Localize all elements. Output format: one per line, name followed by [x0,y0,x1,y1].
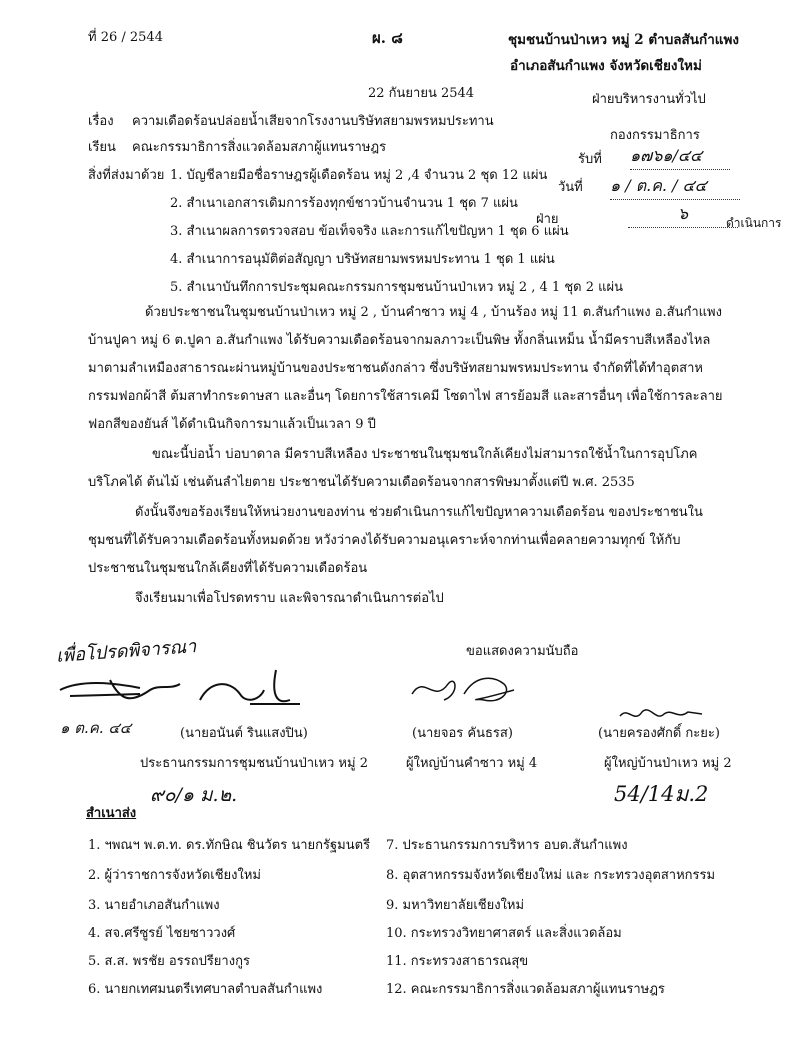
handwritten-note: เพื่อโปรดพิจารณา [55,636,197,667]
body-closing-line: จึงเรียนมาเพื่อโปรดทราบ และพิจารณาดำเนินการต่อไป [135,591,444,606]
body-line: บ้านปูคา หมู่ 6 ต.ปูคา อ.สันกำแพง ได้รับความเดือดร้อนจากมลภาวะเป็นพิษ ทั้งกลิ่นเหม็น น้ำมีคราบสีเหลืองไหล [88,333,711,348]
signatory-3-title: ผู้ใหญ่บ้านป่าเหว หมู่ 2 [604,756,732,771]
handwritten-address-left: ๙๐/๑ ม.๒. [150,784,238,806]
enclosure-item: 2. สำเนาเอกสารเดิมการร้องทุกข์ชาวบ้านจำนวน 1 ชุด 7 แผ่น [170,196,518,211]
body-line: บริโภคได้ ต้นไม้ เช่นต้นลำไยตาย ประชาชนได้รับความเดือดร้อนจากสารพิษมาตั้งแต่ปี พ.ศ. 2535 [88,475,635,490]
signatory-2-title: ผู้ใหญ่บ้านคำซาว หมู่ 4 [406,756,538,771]
cc-item: 3. นายอำเภอสันกำแพง [88,898,220,913]
handwritten-address-right: 54/14ม.2 [614,782,709,806]
body-line: มาตามลำเหมืองสาธารณะผ่านหมู่บ้านของประชาชนดังกล่าว ซึ่งบริษัทสยามพรหมประทาน จำกัดที่ได้ทำอุตสาห [88,361,703,376]
stamp-date-value: ๑ / ต.ค. / ๔๔ [610,174,740,200]
document-date: 22 กันยายน 2544 [368,86,475,101]
body-line: ดังนั้นจึงขอร้องเรียนให้หน่วยงานของท่าน ช่วยดำเนินการแก้ไขปัญหาความเดือดร้อน ของประชาชนใน [135,505,703,520]
cc-item: 6. นายกเทศมนตรีเทศบาลตำบลสันกำแพง [88,982,323,997]
signature-2 [404,664,524,714]
cc-item: 11. กระทรวงสาธารณสุข [386,954,529,969]
body-line: ด้วยประชาชนในชุมชนบ้านป่าเหว หมู่ 2 , บ้านคำซาว หมู่ 4 , บ้านร้อง หมู่ 11 ต.สันกำแพง อ.สันกำแพง [145,305,722,320]
subject-text: ความเดือดร้อนปล่อยน้ำเสียจากโรงงานบริษัทสยามพรหมประทาน [132,114,494,129]
enclosure-item: 4. สำเนาการอนุมัติต่อสัญญา บริษัทสยามพรหมประทาน 1 ชุด 1 แผ่น [170,252,555,267]
enclosure-item: 3. สำเนาผลการตรวจสอบ ข้อเท็จจริง และการแก้ไขปัญหา 1 ชุด 6 แผ่น [170,224,569,239]
document-number: ที่ 26 / 2544 [88,30,163,45]
cc-item: 2. ผู้ว่าราชการจังหวัดเชียงใหม่ [88,868,262,883]
signatory-2-name: (นายจอร คันธรส) [412,726,513,741]
cc-item: 1. ฯพณฯ พ.ต.ท. ดร.ทักษิณ ชินวัตร นายกรัฐมนตรี [88,838,371,853]
body-line: ขณะนี้บ่อน้ำ บ่อบาดาล มีคราบสีเหลือง ประชาชนในชุมชนใกล้เคียงไม่สามารถใช้น้ำในการอุปโภค [152,447,698,462]
body-line: กรรมฟอกผ้าสี ต้มสาทำกระดาษสา และอื่นๆ โดยการใช้สารเคมี โซดาไฟ สารย้อมสี และสารอื่นๆ เพื่อใช้การละลาย [88,389,723,404]
signatory-1-title: ประธานกรรมการชุมชนบ้านป่าเหว หมู่ 2 [140,756,368,771]
cc-item: 5. ส.ส. พรชัย อรรถปรียางกูร [88,954,250,969]
stamp-received-label: รับที่ [578,152,602,167]
stamp-line1: ฝ่ายบริหารงานทั่วไป [592,92,706,107]
subject-label: เรื่อง [88,114,114,129]
cc-item: 8. อุตสาหกรรมจังหวัดเชียงใหม่ และ กระทรวงอุตสาหกรรม [386,868,716,883]
signature-1 [50,660,310,720]
stamp-line2: กองกรรมาธิการ [610,128,700,143]
body-line: ประชาชนในชุมชนใกล้เคียงที่ได้รับความเดือดร้อน [88,561,368,576]
sender-org-line1: ชุมชนบ้านป่าเหว หมู่ 2 ตำบลสันกำแพง [508,32,739,48]
enclosure-item: 5. สำเนาบันทึกการประชุมคณะกรรมการชุมชนบ้านป่าเหว หมู่ 2 , 4 1 ชุด 2 แผ่น [170,280,624,295]
closing-salutation: ขอแสดงความนับถือ [466,644,579,659]
stamp-date-label: วันที่ [558,180,583,195]
attachment-code: ผ. ๘ [372,29,403,47]
body-line: ฟอกสีของยันส์ ได้ดำเนินกิจการมาแล้วเป็นเวลา 9 ปี [88,417,376,432]
receipt-stamp [536,88,788,238]
signatory-3-name: (นายครองศักดิ์ กะยะ) [598,726,720,741]
handwritten-date: ๑ ต.ค. ๔๔ [60,719,132,737]
cc-item: 7. ประธานกรรมการบริหาร อบต.สันกำแพง [386,838,628,853]
stamp-dept-label: ฝ่าย [536,212,559,227]
stamp-action-label: ดำเนินการ [726,216,782,230]
sender-org-line2: อำเภอสันกำแพง จังหวัดเชียงใหม่ [510,58,702,74]
body-line: ชุมชนที่ได้รับความเดือดร้อนทั้งหมดด้วย หวังว่าคงได้รับความอนุเคราะห์จากท่านเพื่อคลายความทุกข์ ให้กับ [88,533,681,548]
recipient-label: เรียน [88,140,116,155]
cc-label: สำเนาส่ง [86,806,137,821]
cc-item: 9. มหาวิทยาลัยเชียงใหม่ [386,898,525,913]
stamp-dept-value: ๖ [628,202,738,228]
stamp-received-value: ๑๗๖๑/๔๔ [630,144,730,170]
enclosures-label: สิ่งที่ส่งมาด้วย [88,168,165,183]
enclosure-item: 1. บัญชีลายมือชื่อราษฎรผู้เดือดร้อน หมู่ 2 ,4 จำนวน 2 ชุด 12 แผ่น [170,168,548,183]
recipient-text: คณะกรรมาธิการสิ่งแวดล้อมสภาผู้แทนราษฎร [132,140,387,155]
cc-item: 4. สจ.ศรีซูรย์ ไชยซาววงศ์ [88,926,236,941]
cc-item: 12. คณะกรรมาธิการสิ่งแวดล้อมสภาผู้แทนราษฎร [386,982,665,997]
cc-item: 10. กระทรวงวิทยาศาสตร์ และสิ่งแวดล้อม [386,926,622,941]
signatory-1-name: (นายอนันต์ รินแสงปิน) [180,726,308,741]
